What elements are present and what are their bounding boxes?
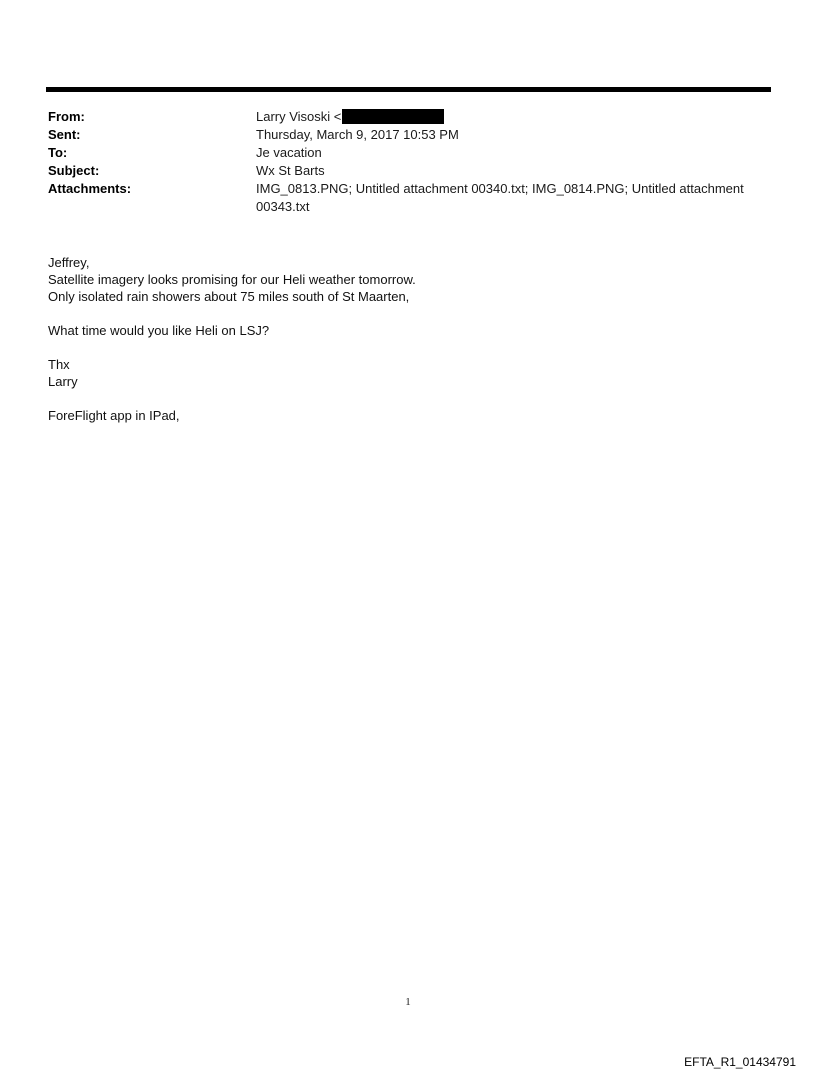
from-label: From:	[48, 109, 85, 124]
from-value	[256, 108, 763, 126]
paragraph-gap	[48, 305, 763, 322]
document-id: EFTA_R1_01434791	[684, 1055, 796, 1069]
body-note: ForeFlight app in IPad,	[48, 408, 180, 423]
subject-label: Subject:	[48, 163, 100, 178]
paragraph-gap	[48, 390, 763, 407]
body-line-1: Satellite imagery looks promising for our Heli weather tomorrow.	[48, 272, 416, 287]
email-body	[48, 254, 763, 424]
from-row	[48, 108, 763, 126]
subject-value: Wx St Barts	[256, 163, 325, 178]
email-header	[48, 108, 763, 216]
body-line-2: Only isolated rain showers about 75 miles south of St Maarten,	[48, 289, 410, 304]
attachments-label: Attachments:	[48, 181, 132, 196]
sent-label: Sent:	[48, 127, 81, 142]
to-value: Je vacation	[256, 145, 322, 160]
attachments-value	[256, 180, 763, 216]
sent-value: Thursday, March 9, 2017 10:53 PM	[256, 127, 459, 142]
attachments-line-2: 00343.txt	[256, 199, 310, 214]
subject-row	[48, 162, 763, 180]
page-number: 1	[405, 996, 411, 1008]
body-greeting: Jeffrey,	[48, 255, 90, 270]
redaction-box	[342, 109, 444, 124]
from-sender: Larry Visoski <	[256, 109, 342, 124]
to-row	[48, 144, 763, 162]
body-thanks: Thx	[48, 357, 70, 372]
sent-row	[48, 126, 763, 144]
to-label: To:	[48, 145, 68, 160]
body-question: What time would you like Heli on LSJ?	[48, 323, 270, 338]
body-signature: Larry	[48, 374, 78, 389]
header-rule	[46, 87, 771, 92]
attachments-line-1: IMG_0813.PNG; Untitled attachment 00340.txt; IMG_0814.PNG; Untitled attachment	[256, 181, 744, 196]
attachments-row	[48, 180, 763, 216]
paragraph-gap	[48, 339, 763, 356]
